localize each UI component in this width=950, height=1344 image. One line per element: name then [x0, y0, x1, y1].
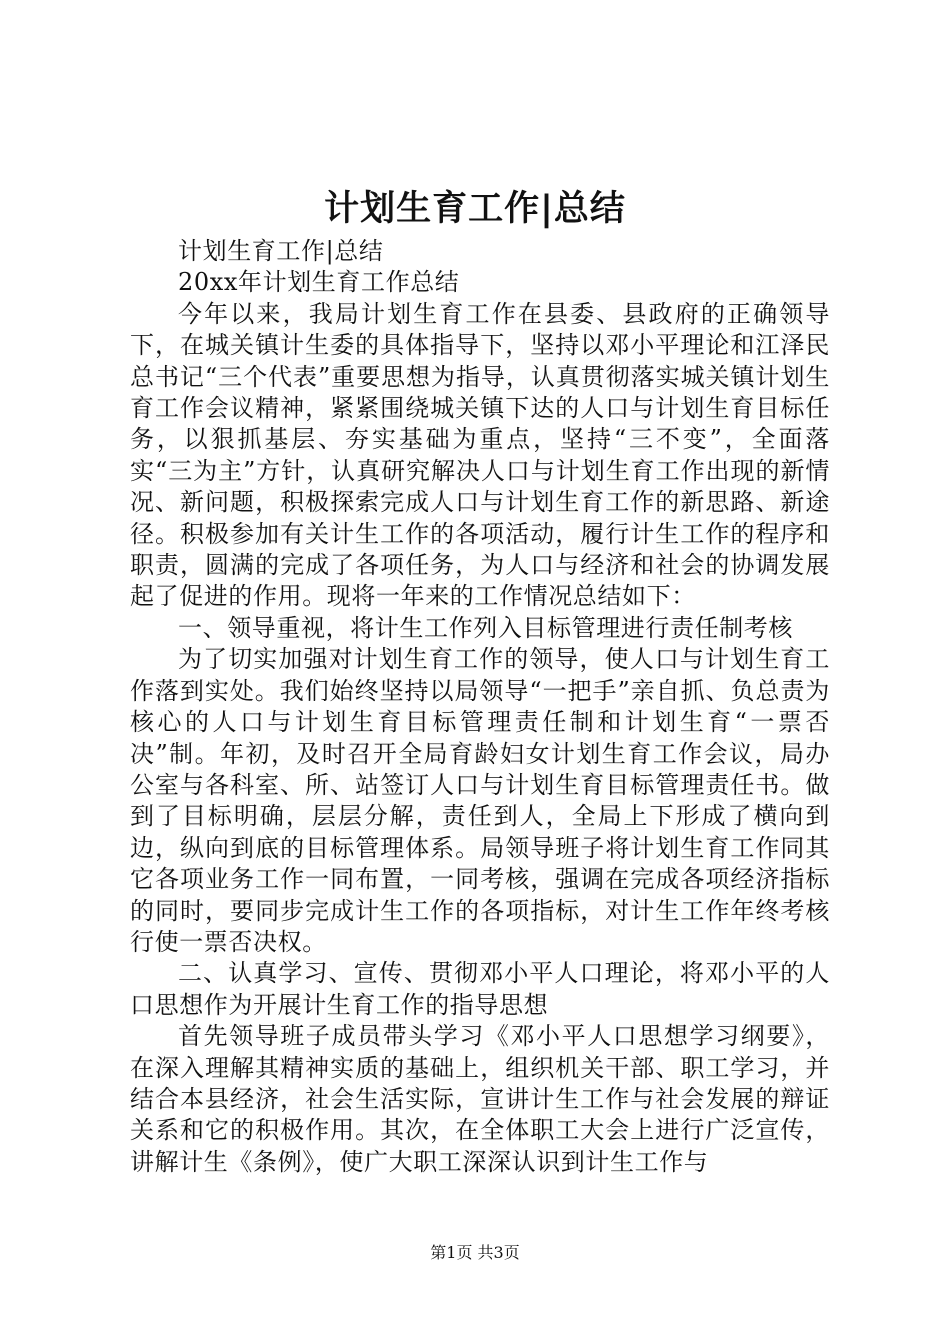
page-footer: 第1页 共3页 [430, 1243, 520, 1262]
paragraph: 首先领导班子成员带头学习《邓小平人口思想学习纲要》，在深入理解其精神实质的基础上，组织机关干部、职工学习，并结合本县经济，社会生活实际，宣讲计生工作与社会发展的辩证关系和它的积极作用。其次，在全体职工大会上进行广泛宣传，讲解计生《条例》，使广大职工深深认识到计生工作与 [130, 1022, 830, 1176]
paragraph: 20xx年计划生育工作总结 [178, 268, 460, 297]
document-body [130, 236, 830, 1178]
section-heading: 二、认真学习、宣传、贯彻邓小平人口理论，将邓小平的人口思想作为开展计生育工作的指导思想 [130, 959, 830, 1019]
section-heading: 一、领导重视，将计生工作列入目标管理进行责任制考核 [178, 613, 793, 642]
paragraph: 计划生育工作|总结 [178, 237, 384, 265]
paragraph: 为了切实加强对计划生育工作的领导，使人口与计划生育工作落到实处。我们始终坚持以局领导“一把手”亲自抓、负总责为核心的人口与计划生育目标管理责任制和计划生育“一票否决”制。年初，及时召开全局育龄妇女计划生育工作会议，局办公室与各科室、所、站签订人口与计划生育目标管理责任书。做到了目标明确，层层分解，责任到人，全局上下形成了横向到边，纵向到底的目标管理体系。局领导班子将计划生育工作同其它各项业务工作一同布置，一同考核，强调在完成各项经济指标的同时，要同步完成计生工作的各项指标，对计生工作年终考核行使一票否决权。 [130, 645, 830, 956]
paragraph: 今年以来，我局计划生育工作在县委、县政府的正确领导下，在城关镇计生委的具体指导下，坚持以邓小平理论和江泽民总书记“三个代表”重要思想为指导，认真贯彻落实城关镇计划生育工作会议精神，紧紧围绕城关镇下达的人口与计划生育目标任务，以狠抓基层、夯实基础为重点，坚持“三不变”，全面落实“三为主”方针，认真研究解决人口与计划生育工作出现的新情况、新问题，积极探索完成人口与计划生育工作的新思路、新途径。积极参加有关计生工作的各项活动，履行计生工作的程序和职责，圆满的完成了各项任务，为人口与经济和社会的协调发展起了促进的作用。现将一年来的工作情况总结如下： [130, 299, 830, 611]
document-title: 计划生育工作|总结 [324, 189, 626, 229]
